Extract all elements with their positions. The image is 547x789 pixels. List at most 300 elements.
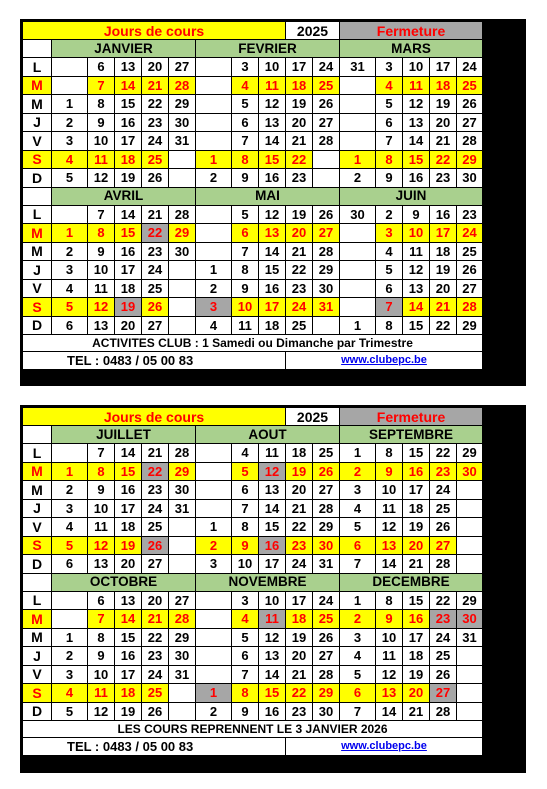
empty-day-cell <box>313 317 339 335</box>
empty-day-cell <box>52 592 87 610</box>
day-cell: 1 <box>52 463 87 481</box>
day-cell: 4 <box>52 518 87 536</box>
month-name: DECEMBRE <box>340 574 482 591</box>
day-cell: 16 <box>115 647 141 665</box>
day-cell: 12 <box>88 298 114 316</box>
day-cell: 3 <box>52 500 87 518</box>
day-cell: 10 <box>376 629 402 647</box>
day-cell: 12 <box>259 95 285 113</box>
day-cell: 7 <box>232 243 258 261</box>
day-cell: 18 <box>286 77 312 95</box>
day-cell: 22 <box>286 518 312 536</box>
day-cell: 18 <box>286 444 312 462</box>
footer-note: ACTIVITES CLUB : 1 Samedi ou Dimanche par Trimestre <box>23 335 482 351</box>
day-cell: 28 <box>313 132 339 150</box>
day-cell: 11 <box>88 684 114 702</box>
day-cell: 20 <box>430 280 456 298</box>
day-cell: 18 <box>115 518 141 536</box>
empty-day-cell <box>52 610 87 628</box>
day-cell: 5 <box>52 298 87 316</box>
day-cell: 10 <box>88 500 114 518</box>
day-cell: 30 <box>313 537 339 555</box>
weekday-letter: S <box>23 684 51 702</box>
day-cell: 21 <box>430 298 456 316</box>
day-cell: 27 <box>457 280 482 298</box>
day-cell: 3 <box>232 592 258 610</box>
day-cell: 21 <box>403 555 429 573</box>
day-cell: 15 <box>259 518 285 536</box>
day-cell: 17 <box>403 629 429 647</box>
day-cell: 1 <box>340 151 375 169</box>
day-cell: 5 <box>232 629 258 647</box>
day-cell: 18 <box>115 684 141 702</box>
day-cell: 4 <box>232 77 258 95</box>
day-cell: 17 <box>430 58 456 76</box>
day-cell: 30 <box>457 610 482 628</box>
day-cell: 21 <box>286 132 312 150</box>
day-cell: 23 <box>142 647 168 665</box>
day-cell: 26 <box>313 463 339 481</box>
day-cell: 5 <box>232 95 258 113</box>
day-cell: 9 <box>88 481 114 499</box>
day-cell: 6 <box>340 537 375 555</box>
day-cell: 3 <box>340 629 375 647</box>
day-cell: 13 <box>259 647 285 665</box>
day-cell: 16 <box>403 610 429 628</box>
day-cell: 25 <box>142 684 168 702</box>
day-cell: 16 <box>403 169 429 187</box>
day-cell: 8 <box>376 317 402 335</box>
empty-day-cell <box>196 444 231 462</box>
day-cell: 15 <box>403 444 429 462</box>
website-link[interactable]: www.clubepc.be <box>286 738 482 755</box>
empty-day-cell <box>52 206 87 224</box>
day-cell: 7 <box>88 77 114 95</box>
day-cell: 21 <box>142 610 168 628</box>
day-cell: 24 <box>286 298 312 316</box>
day-cell: 26 <box>142 537 168 555</box>
day-cell: 20 <box>286 224 312 242</box>
weekday-letter: M <box>23 77 51 95</box>
day-cell: 24 <box>142 500 168 518</box>
day-cell: 2 <box>52 481 87 499</box>
title-closure: Fermeture <box>340 408 482 425</box>
day-cell: 6 <box>376 114 402 132</box>
day-cell: 9 <box>232 703 258 721</box>
day-cell: 19 <box>403 666 429 684</box>
day-cell: 4 <box>52 280 87 298</box>
day-cell: 26 <box>313 629 339 647</box>
day-cell: 2 <box>196 703 231 721</box>
day-cell: 24 <box>457 224 482 242</box>
empty-day-cell <box>196 500 231 518</box>
day-cell: 13 <box>88 317 114 335</box>
empty-day-cell <box>457 684 482 702</box>
empty-day-cell <box>196 132 231 150</box>
month-name: JANVIER <box>52 40 195 57</box>
day-cell: 27 <box>142 317 168 335</box>
day-cell: 10 <box>403 58 429 76</box>
day-cell: 24 <box>430 481 456 499</box>
day-cell: 22 <box>286 151 312 169</box>
day-cell: 28 <box>313 666 339 684</box>
day-cell: 8 <box>376 444 402 462</box>
day-cell: 29 <box>313 261 339 279</box>
empty-day-cell <box>340 298 375 316</box>
day-cell: 23 <box>286 280 312 298</box>
day-cell: 22 <box>142 95 168 113</box>
empty-day-cell <box>52 58 87 76</box>
day-cell: 11 <box>88 518 114 536</box>
day-cell: 9 <box>88 647 114 665</box>
day-cell: 4 <box>52 684 87 702</box>
month-name: NOVEMBRE <box>196 574 339 591</box>
day-cell: 17 <box>403 481 429 499</box>
day-cell: 31 <box>169 666 195 684</box>
day-cell: 5 <box>340 666 375 684</box>
day-cell: 22 <box>430 151 456 169</box>
day-cell: 15 <box>403 592 429 610</box>
day-cell: 14 <box>376 703 402 721</box>
day-cell: 15 <box>115 224 141 242</box>
day-cell: 29 <box>313 518 339 536</box>
empty-day-cell <box>457 500 482 518</box>
day-cell: 13 <box>376 684 402 702</box>
day-cell: 30 <box>313 280 339 298</box>
day-cell: 13 <box>259 481 285 499</box>
empty-day-cell <box>169 518 195 536</box>
day-cell: 30 <box>169 114 195 132</box>
day-cell: 19 <box>286 95 312 113</box>
day-cell: 3 <box>376 224 402 242</box>
empty-day-cell <box>196 58 231 76</box>
day-cell: 10 <box>403 224 429 242</box>
day-cell: 17 <box>259 555 285 573</box>
day-cell: 16 <box>259 280 285 298</box>
day-cell: 9 <box>376 169 402 187</box>
empty-day-cell <box>457 537 482 555</box>
footer-note: LES COURS REPRENNENT LE 3 JANVIER 2026 <box>23 721 482 737</box>
day-cell: 31 <box>313 555 339 573</box>
day-cell: 25 <box>142 280 168 298</box>
day-cell: 20 <box>286 647 312 665</box>
empty-day-cell <box>457 518 482 536</box>
day-cell: 14 <box>115 610 141 628</box>
day-cell: 15 <box>403 151 429 169</box>
day-cell: 17 <box>259 298 285 316</box>
day-cell: 10 <box>88 666 114 684</box>
day-cell: 1 <box>52 95 87 113</box>
day-cell: 11 <box>88 151 114 169</box>
day-cell: 20 <box>286 114 312 132</box>
day-cell: 21 <box>286 500 312 518</box>
day-cell: 28 <box>169 206 195 224</box>
month-name: OCTOBRE <box>52 574 195 591</box>
day-cell: 15 <box>115 463 141 481</box>
day-cell: 29 <box>457 317 482 335</box>
empty-day-cell <box>196 629 231 647</box>
day-cell: 23 <box>142 114 168 132</box>
day-cell: 4 <box>376 77 402 95</box>
day-cell: 18 <box>286 610 312 628</box>
month-header-spacer <box>23 426 51 443</box>
day-cell: 21 <box>286 666 312 684</box>
weekday-letter: M <box>23 95 51 113</box>
empty-day-cell <box>169 261 195 279</box>
day-cell: 8 <box>232 518 258 536</box>
day-cell: 31 <box>169 500 195 518</box>
day-cell: 2 <box>52 114 87 132</box>
day-cell: 7 <box>340 703 375 721</box>
day-cell: 28 <box>457 298 482 316</box>
day-cell: 27 <box>430 684 456 702</box>
empty-day-cell <box>169 169 195 187</box>
day-cell: 13 <box>259 224 285 242</box>
day-cell: 19 <box>286 629 312 647</box>
day-cell: 24 <box>142 132 168 150</box>
day-cell: 13 <box>88 555 114 573</box>
day-cell: 30 <box>169 243 195 261</box>
empty-day-cell <box>196 114 231 132</box>
day-cell: 25 <box>430 647 456 665</box>
day-cell: 23 <box>142 243 168 261</box>
weekday-letter: V <box>23 280 51 298</box>
day-cell: 4 <box>340 647 375 665</box>
day-cell: 8 <box>88 629 114 647</box>
day-cell: 12 <box>88 537 114 555</box>
day-cell: 28 <box>169 77 195 95</box>
empty-day-cell <box>169 317 195 335</box>
day-cell: 26 <box>142 703 168 721</box>
day-cell: 2 <box>340 169 375 187</box>
day-cell: 30 <box>169 481 195 499</box>
day-cell: 7 <box>232 132 258 150</box>
weekday-letter: J <box>23 114 51 132</box>
day-cell: 2 <box>196 537 231 555</box>
empty-day-cell <box>196 592 231 610</box>
day-cell: 10 <box>232 298 258 316</box>
telephone-number: TEL : 0483 / 05 00 83 <box>23 352 285 369</box>
empty-day-cell <box>340 132 375 150</box>
weekday-letter: L <box>23 444 51 462</box>
day-cell: 27 <box>142 555 168 573</box>
day-cell: 8 <box>88 224 114 242</box>
day-cell: 9 <box>376 610 402 628</box>
day-cell: 7 <box>88 444 114 462</box>
day-cell: 17 <box>115 261 141 279</box>
weekday-letter: M <box>23 481 51 499</box>
empty-day-cell <box>340 224 375 242</box>
day-cell: 10 <box>259 58 285 76</box>
day-cell: 17 <box>286 58 312 76</box>
day-cell: 29 <box>457 444 482 462</box>
day-cell: 30 <box>169 647 195 665</box>
day-cell: 31 <box>340 58 375 76</box>
month-name: MARS <box>340 40 482 57</box>
calendar-panel-second-half <box>20 405 526 773</box>
day-cell: 3 <box>52 132 87 150</box>
day-cell: 14 <box>259 243 285 261</box>
month-name: MAI <box>196 188 339 205</box>
day-cell: 20 <box>115 317 141 335</box>
weekday-letter: M <box>23 610 51 628</box>
weekday-letter: D <box>23 555 51 573</box>
day-cell: 11 <box>259 610 285 628</box>
weekday-letter: D <box>23 703 51 721</box>
empty-day-cell <box>196 224 231 242</box>
day-cell: 20 <box>286 481 312 499</box>
day-cell: 5 <box>52 537 87 555</box>
day-cell: 16 <box>259 537 285 555</box>
day-cell: 16 <box>403 463 429 481</box>
weekday-letter: V <box>23 666 51 684</box>
empty-day-cell <box>457 666 482 684</box>
day-cell: 20 <box>142 592 168 610</box>
day-cell: 11 <box>259 77 285 95</box>
day-cell: 1 <box>340 317 375 335</box>
day-cell: 19 <box>115 169 141 187</box>
day-cell: 25 <box>286 317 312 335</box>
day-cell: 28 <box>457 132 482 150</box>
title-course-days: Jours de cours <box>23 408 285 425</box>
day-cell: 5 <box>376 261 402 279</box>
day-cell: 19 <box>286 463 312 481</box>
day-cell: 9 <box>88 243 114 261</box>
day-cell: 29 <box>169 224 195 242</box>
weekday-letter: J <box>23 500 51 518</box>
title-course-days: Jours de cours <box>23 22 285 39</box>
empty-day-cell <box>196 77 231 95</box>
day-cell: 22 <box>430 317 456 335</box>
day-cell: 10 <box>232 555 258 573</box>
empty-day-cell <box>340 261 375 279</box>
day-cell: 29 <box>169 629 195 647</box>
day-cell: 23 <box>286 537 312 555</box>
day-cell: 22 <box>286 261 312 279</box>
day-cell: 11 <box>376 500 402 518</box>
day-cell: 24 <box>313 592 339 610</box>
day-cell: 19 <box>115 703 141 721</box>
day-cell: 29 <box>457 151 482 169</box>
day-cell: 2 <box>52 243 87 261</box>
day-cell: 6 <box>88 592 114 610</box>
empty-day-cell <box>340 77 375 95</box>
day-cell: 25 <box>313 610 339 628</box>
website-link[interactable]: www.clubepc.be <box>286 352 482 369</box>
day-cell: 11 <box>403 77 429 95</box>
month-header-spacer <box>23 188 51 205</box>
day-cell: 18 <box>430 77 456 95</box>
day-cell: 26 <box>430 666 456 684</box>
day-cell: 26 <box>142 169 168 187</box>
empty-day-cell <box>169 151 195 169</box>
day-cell: 18 <box>403 500 429 518</box>
day-cell: 9 <box>232 280 258 298</box>
weekday-letter: J <box>23 261 51 279</box>
day-cell: 12 <box>88 703 114 721</box>
weekday-letter: D <box>23 169 51 187</box>
day-cell: 15 <box>115 629 141 647</box>
day-cell: 14 <box>259 500 285 518</box>
day-cell: 12 <box>259 629 285 647</box>
day-cell: 3 <box>52 261 87 279</box>
day-cell: 28 <box>169 444 195 462</box>
empty-day-cell <box>196 666 231 684</box>
day-cell: 17 <box>430 224 456 242</box>
day-cell: 16 <box>259 169 285 187</box>
day-cell: 2 <box>196 169 231 187</box>
empty-day-cell <box>457 481 482 499</box>
day-cell: 23 <box>430 169 456 187</box>
empty-day-cell <box>340 114 375 132</box>
day-cell: 22 <box>430 592 456 610</box>
day-cell: 9 <box>232 169 258 187</box>
day-cell: 2 <box>376 206 402 224</box>
day-cell: 23 <box>142 481 168 499</box>
weekday-letter: V <box>23 518 51 536</box>
day-cell: 14 <box>115 444 141 462</box>
title-year: 2025 <box>286 408 339 425</box>
day-cell: 29 <box>169 463 195 481</box>
day-cell: 13 <box>376 537 402 555</box>
day-cell: 11 <box>376 647 402 665</box>
empty-day-cell <box>169 280 195 298</box>
empty-day-cell <box>196 206 231 224</box>
day-cell: 18 <box>115 151 141 169</box>
day-cell: 6 <box>88 58 114 76</box>
day-cell: 24 <box>430 629 456 647</box>
day-cell: 13 <box>403 114 429 132</box>
empty-day-cell <box>196 463 231 481</box>
day-cell: 18 <box>115 280 141 298</box>
day-cell: 9 <box>232 537 258 555</box>
day-cell: 2 <box>52 647 87 665</box>
empty-day-cell <box>169 703 195 721</box>
calendar-panel-first-half <box>20 19 526 386</box>
day-cell: 30 <box>457 169 482 187</box>
day-cell: 9 <box>376 463 402 481</box>
day-cell: 6 <box>52 317 87 335</box>
day-cell: 27 <box>169 58 195 76</box>
day-cell: 21 <box>142 206 168 224</box>
day-cell: 27 <box>430 537 456 555</box>
day-cell: 28 <box>430 555 456 573</box>
month-name: AOUT <box>196 426 339 443</box>
empty-day-cell <box>457 647 482 665</box>
empty-day-cell <box>169 537 195 555</box>
weekday-letter: V <box>23 132 51 150</box>
day-cell: 6 <box>232 647 258 665</box>
empty-day-cell <box>313 169 339 187</box>
day-cell: 2 <box>196 280 231 298</box>
day-cell: 20 <box>403 684 429 702</box>
day-cell: 19 <box>286 206 312 224</box>
day-cell: 30 <box>313 703 339 721</box>
day-cell: 24 <box>286 555 312 573</box>
day-cell: 25 <box>313 77 339 95</box>
weekday-letter: M <box>23 463 51 481</box>
weekday-letter: L <box>23 58 51 76</box>
day-cell: 7 <box>88 206 114 224</box>
weekday-letter: S <box>23 537 51 555</box>
day-cell: 26 <box>430 518 456 536</box>
day-cell: 11 <box>259 444 285 462</box>
day-cell: 8 <box>232 261 258 279</box>
day-cell: 24 <box>142 666 168 684</box>
day-cell: 18 <box>403 647 429 665</box>
day-cell: 25 <box>457 243 482 261</box>
day-cell: 10 <box>376 481 402 499</box>
